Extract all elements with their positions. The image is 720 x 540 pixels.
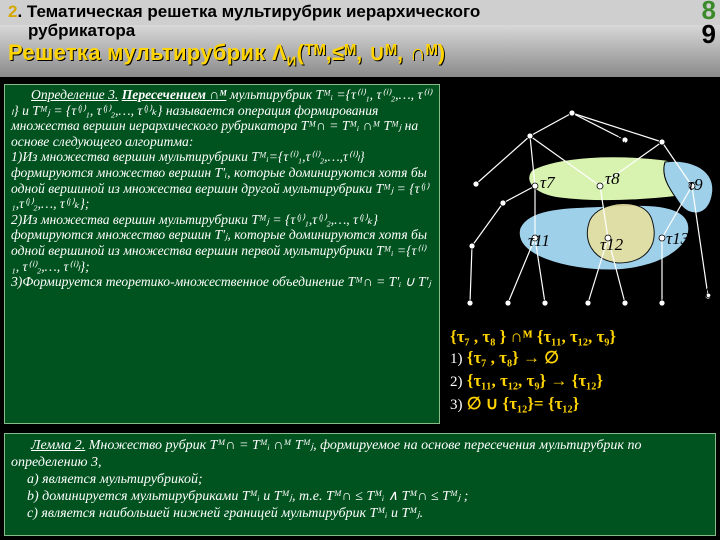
node-label: τ5	[448, 173, 463, 192]
node-label: τ2	[506, 125, 521, 144]
slide-title	[8, 2, 608, 40]
node-label: τ10	[442, 235, 466, 254]
node-label: τ12	[600, 235, 624, 254]
definition-label: Определение 3.	[31, 87, 119, 102]
title-line-1: . Тематическая решетка мультирубрик иерархического	[17, 2, 481, 21]
hierarchy-graph	[440, 78, 720, 328]
page-digit-2: 9	[701, 19, 716, 49]
slide-subtitle	[8, 40, 445, 68]
node-label: τ15	[502, 299, 526, 318]
subtitle-rest: (ᵀᴹ,≤ᴹ, ∪ᴹ, ∩ᴹ)	[296, 40, 446, 65]
node-label: τ19	[658, 299, 682, 318]
graph-labels	[442, 93, 714, 318]
lemma-text: Множество рубрик Tᴹ∩ = Tᴹᵢ ∩ᴹ Tᴹⱼ, формируемое на основе пересечения мультирубрик по определению 3,	[11, 438, 642, 470]
node-label: τ9	[688, 175, 703, 194]
node-label: τ13	[666, 229, 690, 248]
node-label: τ7	[540, 173, 555, 192]
definition-text: мультирубрик Tᴹᵢ ={τ⁽ⁱ⁾₁, τ⁽ⁱ⁾₂,…, τ⁽ⁱ⁾ₗ} и Tᴹⱼ = {τ⁽ʲ⁾₁, τ⁽ʲ⁾₂,…, τ⁽ʲ⁾ₖ} называется операция формирования множества вершин иерархического рубрикатора Tᴹ∩ = Tᴹᵢ ∩ᴹ Tᴹⱼ на основе следующего алгоритма:	[11, 87, 432, 149]
lemma-paragraph	[11, 437, 695, 471]
subtitle-sub: И	[286, 53, 297, 69]
node-label: τ16	[540, 299, 564, 318]
definition-paragraph	[11, 87, 433, 149]
node-label: τ17	[582, 299, 606, 318]
node-label: τ18	[620, 299, 644, 318]
title-line-2: рубрикатора	[28, 21, 136, 40]
node-label: τ1	[578, 93, 593, 112]
section-number: 2	[8, 2, 18, 21]
page-digit-1: 8	[701, 0, 716, 25]
node-label: τ3	[618, 129, 633, 148]
lemma-item-c: c) является наибольшей нижней границей мультирубрик Tᴹᵢ и Tᴹⱼ.	[27, 506, 424, 521]
node-label: τ20	[690, 283, 714, 302]
example-line-2: 2) {τ₁₁, τ₁₂, τ₉} → {τ₁₂}	[450, 371, 604, 390]
page-number	[701, 0, 716, 49]
lemma-box	[4, 433, 716, 536]
definition-step-2: 2)Из множества вершин мультирубрики Tᴹⱼ = {τ⁽ʲ⁾₁,τ⁽ʲ⁾₂,…, τ⁽ʲ⁾ₖ} формируются множество вершин T'ⱼ, которые доминируются хотя бы одной вершиной из множества вершин первой мультирубрики Tᴹᵢ ={τ⁽ⁱ⁾₁, τ⁽ⁱ⁾₂,…, τ⁽ⁱ⁾ₗ};	[11, 211, 428, 274]
example-line-3: 3) ∅ ∪ {τ₁₂}= {τ₁₂}	[450, 394, 580, 413]
node-label: τ14	[464, 299, 488, 318]
example-result	[450, 326, 720, 416]
node-label: τ8	[605, 169, 620, 188]
intersection-region	[587, 203, 654, 263]
node-label: τ6	[484, 193, 499, 212]
node-label: τ11	[528, 231, 550, 250]
node-label: τ4	[668, 125, 683, 144]
definition-term: Пересечением ∩ᴹ	[121, 87, 227, 102]
lemma-label: Лемма 2.	[31, 438, 86, 453]
definition-box	[4, 84, 440, 424]
example-line-1: 1) {τ₇ , τ₈} → ∅	[450, 348, 560, 367]
lemma-item-b: b) доминируется мультирубриками Tᴹᵢ и Tᴹⱼ, т.е. Tᴹ∩ ≤ Tᴹᵢ ∧ Tᴹ∩ ≤ Tᴹⱼ ;	[27, 489, 469, 504]
subtitle-text: Решетка мультирубрик Λ	[8, 40, 287, 65]
definition-step-3: 3)Формируется теоретико-множественное объединение Tᴹ∩ = T'ᵢ ∪ T'ⱼ	[11, 274, 431, 290]
definition-step-1: 1)Из множества вершин мультирубрики Tᴹᵢ={τ⁽ⁱ⁾₁,τ⁽ⁱ⁾₂,…,τ⁽ⁱ⁾ₗ} формируются множество вершин T'ᵢ, которые доминируются хотя бы одной вершиной из множества вершин другой мультирубрики Tᴹⱼ = {τ⁽ʲ⁾₁,τ⁽ʲ⁾₂,…, τ⁽ʲ⁾ₖ};	[11, 149, 429, 212]
example-line-0: {τ₇ , τ₈ } ∩ᴹ {τ₁₁, τ₁₂, τ₉}	[450, 327, 617, 346]
lemma-item-a: a) является мультирубрикой;	[27, 472, 203, 487]
